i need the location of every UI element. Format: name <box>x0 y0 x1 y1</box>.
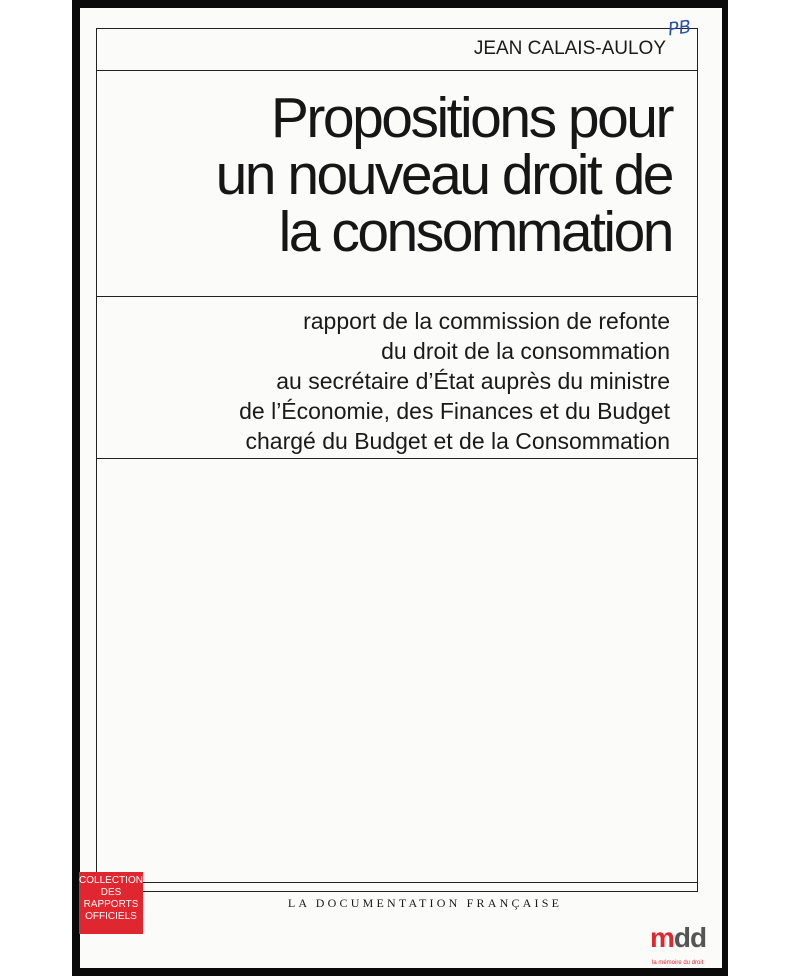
subtitle-line-3: au secrétaire d’État auprès du ministre <box>276 368 670 394</box>
mdd-logo <box>650 922 722 972</box>
handwritten-initials: PB <box>666 16 693 41</box>
book-subtitle <box>110 306 670 456</box>
subtitle-line-4: de l’Économie, des Finances et du Budget <box>239 398 670 424</box>
title-line-3: la consommation <box>278 200 672 264</box>
scan-edge-top <box>72 0 728 8</box>
scan-edge-right <box>722 0 728 976</box>
rule-above-publisher <box>96 882 698 883</box>
badge-line-1: COLLECTION <box>79 875 143 886</box>
rule-under-title <box>96 296 698 297</box>
logo-tagline: la mémoire du droit <box>652 960 704 966</box>
publisher-name: LA DOCUMENTATION FRANÇAISE <box>287 896 563 910</box>
title-line-1: Propositions pour <box>270 86 672 150</box>
subtitle-line-5: chargé du Budget et de la Consommation <box>245 428 670 454</box>
author-name: JEAN CALAIS-AULOY <box>473 38 666 59</box>
rule-under-subtitle <box>96 458 698 459</box>
logo-letters-dd: dd <box>673 922 707 953</box>
badge-line-2: DES <box>100 887 122 898</box>
scan-edge-left <box>72 0 80 976</box>
badge-line-4: OFFICIELS <box>85 911 137 922</box>
rule-under-author <box>96 70 698 71</box>
badge-line-3: RAPPORTS <box>83 899 139 910</box>
logo-letter-m: m <box>650 922 674 953</box>
scan-edge-bottom <box>72 968 728 976</box>
subtitle-line-2: du droit de la consommation <box>381 338 670 364</box>
book-title <box>100 86 672 264</box>
collection-badge <box>79 872 143 934</box>
subtitle-line-1: rapport de la commission de refonte <box>303 308 670 334</box>
title-line-2: un nouveau droit de <box>215 143 672 207</box>
